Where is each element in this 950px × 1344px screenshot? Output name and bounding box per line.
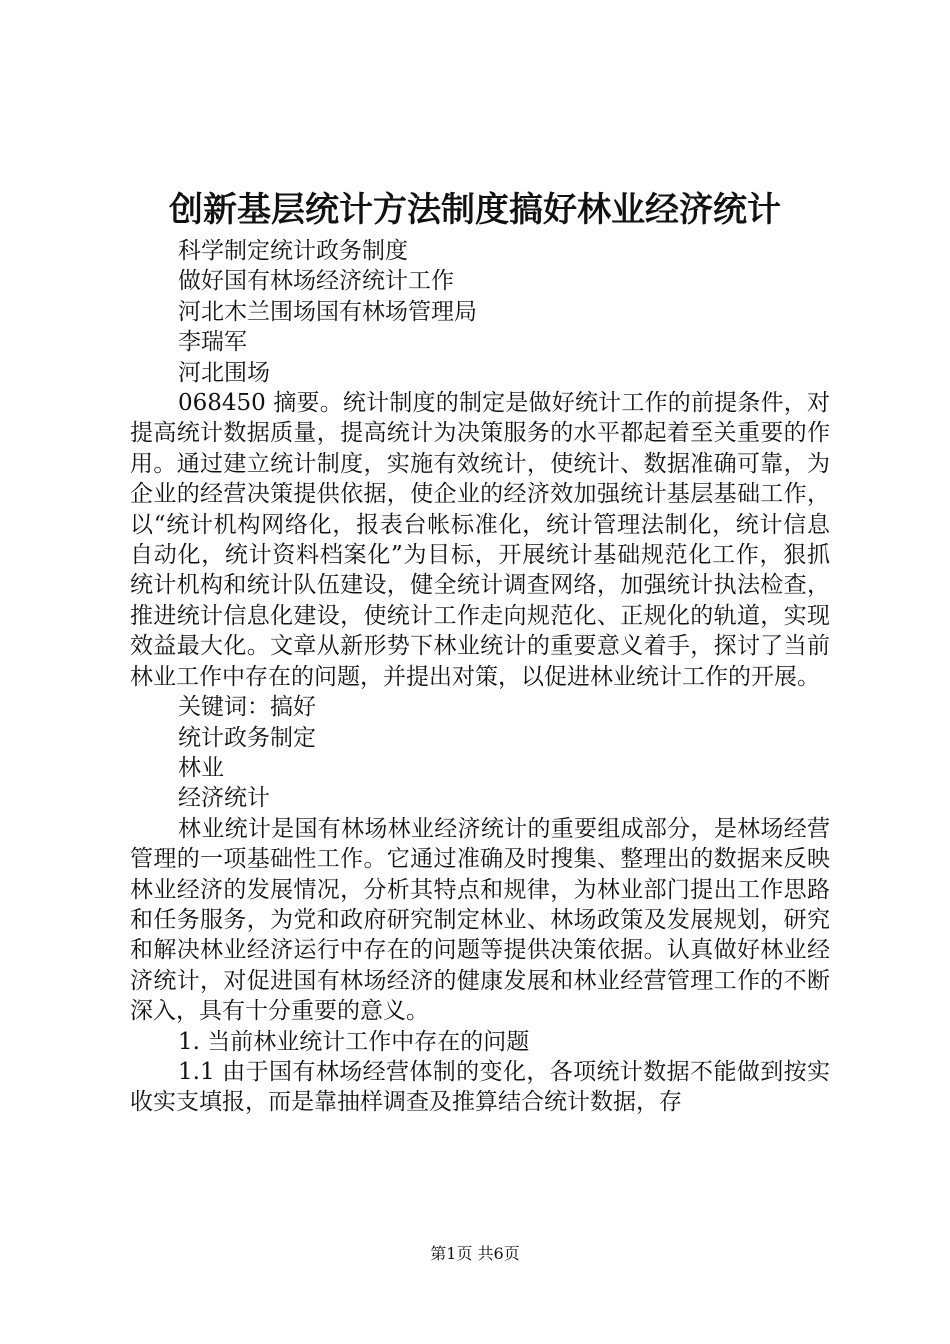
intro-paragraph: 林业统计是国有林场林业经济统计的重要组成部分，是林场经营管理的一项基础性工作。它通过准确及时搜集、整理出的数据来反映林业经济的发展情况，分析其特点和规律，为林业部门提出工作思路和任务服务，为党和政府研究制定林业、林场政策及发展规划，研究和解决林业经济运行中存在的问题等提供决策依据。认真做好林业经济统计，对促进国有林场经济的健康发展和林业经营管理工作的不断深入，具有十分重要的意义。 (130, 815, 830, 1025)
page-footer: 第1页 共6页 (430, 1244, 520, 1263)
document-title: 创新基层统计方法制度搞好林业经济统计 (169, 190, 781, 230)
meta-line-subtitle-2: 做好国有林场经济统计工作 (178, 268, 454, 295)
section-heading: 1. 当前林业统计工作中存在的问题 (178, 1028, 530, 1055)
section-paragraph: 1.1 由于国有林场经营体制的变化，各项统计数据不能做到按实收实支填报，而是靠抽样调查及推算结合统计数据，存 (130, 1058, 830, 1116)
meta-line-organization: 河北木兰围场国有林场管理局 (178, 298, 477, 325)
keywords-line-1: 关键词：搞好 (178, 694, 316, 721)
meta-line-author: 李瑞军 (178, 329, 247, 356)
keywords-line-2: 统计政务制定 (178, 724, 316, 751)
keywords-line-4: 经济统计 (178, 785, 270, 812)
keywords-line-3: 林业 (178, 754, 224, 781)
abstract-paragraph: 068450 摘要。统计制度的制定是做好统计工作的前提条件，对提高统计数据质量，提高统计为决策服务的水平都起着至关重要的作用。通过建立统计制度，实施有效统计，使统计、数据准确可靠，为企业的经营决策提供依据，使企业的经济效加强统计基层基础工作，以“统计机构网络化，报表台帐标准化，统计管理法制化，统计信息自动化，统计资料档案化”为目标，开展统计基础规范化工作，狠抓统计机构和统计队伍建设，健全统计调查网络，加强统计执法检查，推进统计信息化建设，使统计工作走向规范化、正规化的轨道，实现效益最大化。文章从新形势下林业统计的重要意义着手，探讨了当前林业工作中存在的问题，并提出对策，以促进林业统计工作的开展。 (130, 390, 830, 690)
meta-line-subtitle-1: 科学制定统计政务制度 (178, 238, 408, 264)
meta-line-location: 河北围场 (178, 359, 270, 386)
document-body (130, 236, 830, 1118)
